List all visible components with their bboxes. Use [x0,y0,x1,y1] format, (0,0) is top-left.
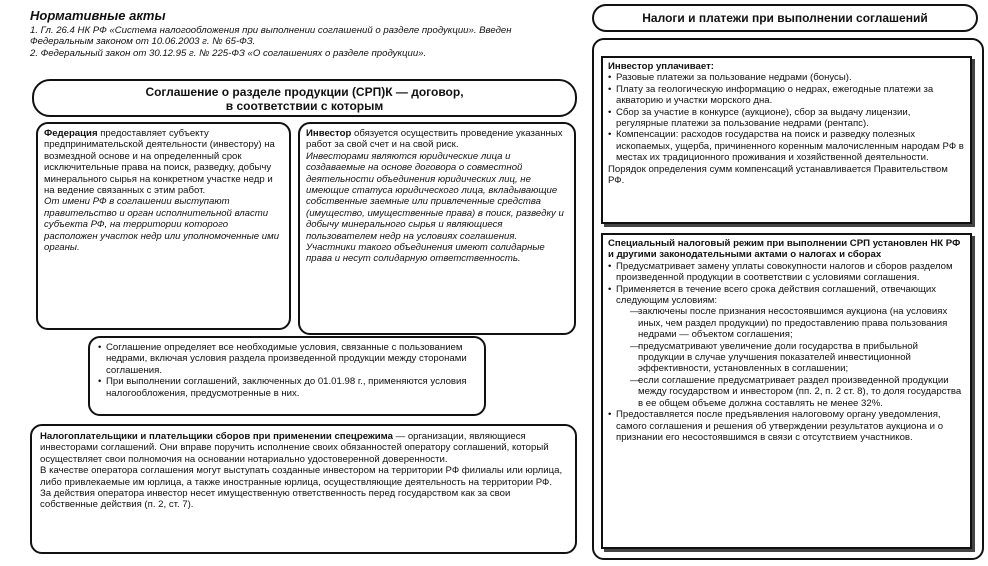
investor-pays-item-2: • Плату за геологическую информацию о недрах, ежегодные платежи за акваторию и участки морского дна. [608,84,965,107]
federation-text-2: От имени РФ в соглашении выступают правительство и орган исполнительной власти субъекта РФ, на территории которого расположен участок недр или уполномоченные ими органы. [44,196,280,254]
taxpayers-text-1: — организации, являющиеся инвесторами соглашений. Они вправе поручить исполнение своих обязанностей оператору соглашений, который осуществляет свои полномочия на основании нотариально удостоверенной доверенности. [40,431,549,465]
special-regime-item-3: • Предоставляется после предъявления налоговому органу уведомления, самого соглашения и решения об утверждении результатов аукциона и о признании его несостоявшимся в связи с отсутствием участников. [608,409,965,443]
special-regime-item-2 [608,284,965,409]
investor-text-2: Инвесторами являются юридические лица и создаваемые на основе договора о совместной деятельности объединения юридических лиц, не имеющие статуса юридического лица, вкладывающие собственные заемные или привлеченные средства (имущество, имущественные права) в поиск, разведку и добычу минерального сырья и являющиеся пользователем недр на условиях соглашения. [306,150,564,242]
normative-acts-block [30,8,575,72]
special-regime-subitem-1: — заключены после признания несостоявшимся аукциона (на условиях иных, чем раздел продукции) по предоставлению права пользования недрами — объектом соглашения; [630,306,965,340]
special-regime-item-2-text: Применяется в течение всего срока действия соглашений, отвечающих следующим условиям: [616,283,937,307]
investor-pays-item-3: • Сбор за участие в конкурсе (аукционе), сбор за выдачу лицензии, регулярные платежи за пользование недрами (рентапс). [608,107,965,130]
investor-bold: Инвестор [306,128,352,139]
investor-pays-item-4: • Компенсации: расходов государства на поиск и разведку полезных ископаемых, ущерба, причиненного коренным малочисленным народам РФ в местах их традиционного проживания и хозяйственной деятельности. [608,129,965,163]
federation-box [36,122,291,330]
special-regime-box [601,233,972,549]
taxpayers-bold: Налогоплательщики и плательщики сборов при применении спецрежима [40,431,393,442]
agreement-item-1: • Соглашение определяет все необходимые условия, связанные с пользованием недрами, включая условия раздела произведенной продукции между сторонами соглашения. [98,342,476,376]
taxpayers-text-2: В качестве оператора соглашения могут выступать созданные инвестором на территории РФ филиалы или юрлица, либо привлекаемые им юрлица, а также иностранные юрлица, осуществляющие деятельность на территории РФ. [40,465,563,488]
agreement-box [88,336,486,416]
srp-heading [32,79,577,117]
special-regime-subitem-3: — если соглашение предусматривает раздел произведенной продукции между государством и инвестором (пп. 2, п. 2 ст. 8), то доля государства в ее общем объеме должна составлять не менее 32%. [630,375,965,409]
investor-text-3: Участники такого объединения имеют солидарные права и несут солидарную ответственность. [306,242,545,265]
investor-pays-title: Инвестор уплачивает: [608,61,714,72]
taxes-heading-text: Налоги и платежи при выполнении соглашений [642,11,928,25]
investor-text-1: обязуется осуществить проведение указанных работ за свой счет и на свой риск. [306,128,563,151]
taxes-heading [592,4,978,32]
special-regime-title: Специальный налоговый режим при выполнении СРП установлен НК РФ и другими законодательными актами о налогах и сборах [608,238,961,261]
special-regime-subitem-2: — предусматривают увеличение доли государства в прибыльной продукции в случае улучшения показателей инвестиционной эффективности, установленных в соглашении; [630,341,965,375]
normative-act-2: 2. Федеральный закон от 30.12.95 г. № 225-ФЗ «О соглашениях о разделе продукции». [30,47,427,59]
investor-pays-footer: Порядок определения сумм компенсаций устанавливается Правительством РФ. [608,163,948,187]
srp-heading-text: Соглашение о разделе продукции (СРП)К — договор, в соответствии с которым [145,85,464,113]
federation-bold: Федерация [44,128,98,139]
normative-acts-title: Нормативные акты [30,8,166,23]
agreement-item-2: • При выполнении соглашений, заключенных до 01.01.98 г., применяются условия налогообложения, предусмотренные в них. [98,376,476,399]
taxpayers-box [30,424,577,554]
investor-box [298,122,576,335]
taxpayers-text-3: За действия оператора инвестор несет имущественную ответственность перед государством как за свои собственные действия (п. 2, ст. 7). [40,488,511,511]
investor-pays-box [601,56,972,224]
normative-act-1: 1. Гл. 26.4 НК РФ «Система налогообложения при выполнении соглашений о разделе продукции». Введен Федеральным законом от 10.06.2003 г. № 65-ФЗ. [30,25,512,48]
federation-text-1: предоставляет субъекту предпринимательской деятельности (инвестору) на возмездной основе и на определенный срок исключительные права на поиск, разведку, добычу минерального сырья на конкретном участке недр и на ведение связанных с этим работ. [44,128,275,197]
special-regime-item-1: • Предусматривает замену уплаты совокупности налогов и сборов разделом произведенной продукции в соответствии с условиями соглашения. [608,261,965,284]
investor-pays-item-1: • Разовые платежи за пользование недрами (бонусы). [608,72,965,83]
